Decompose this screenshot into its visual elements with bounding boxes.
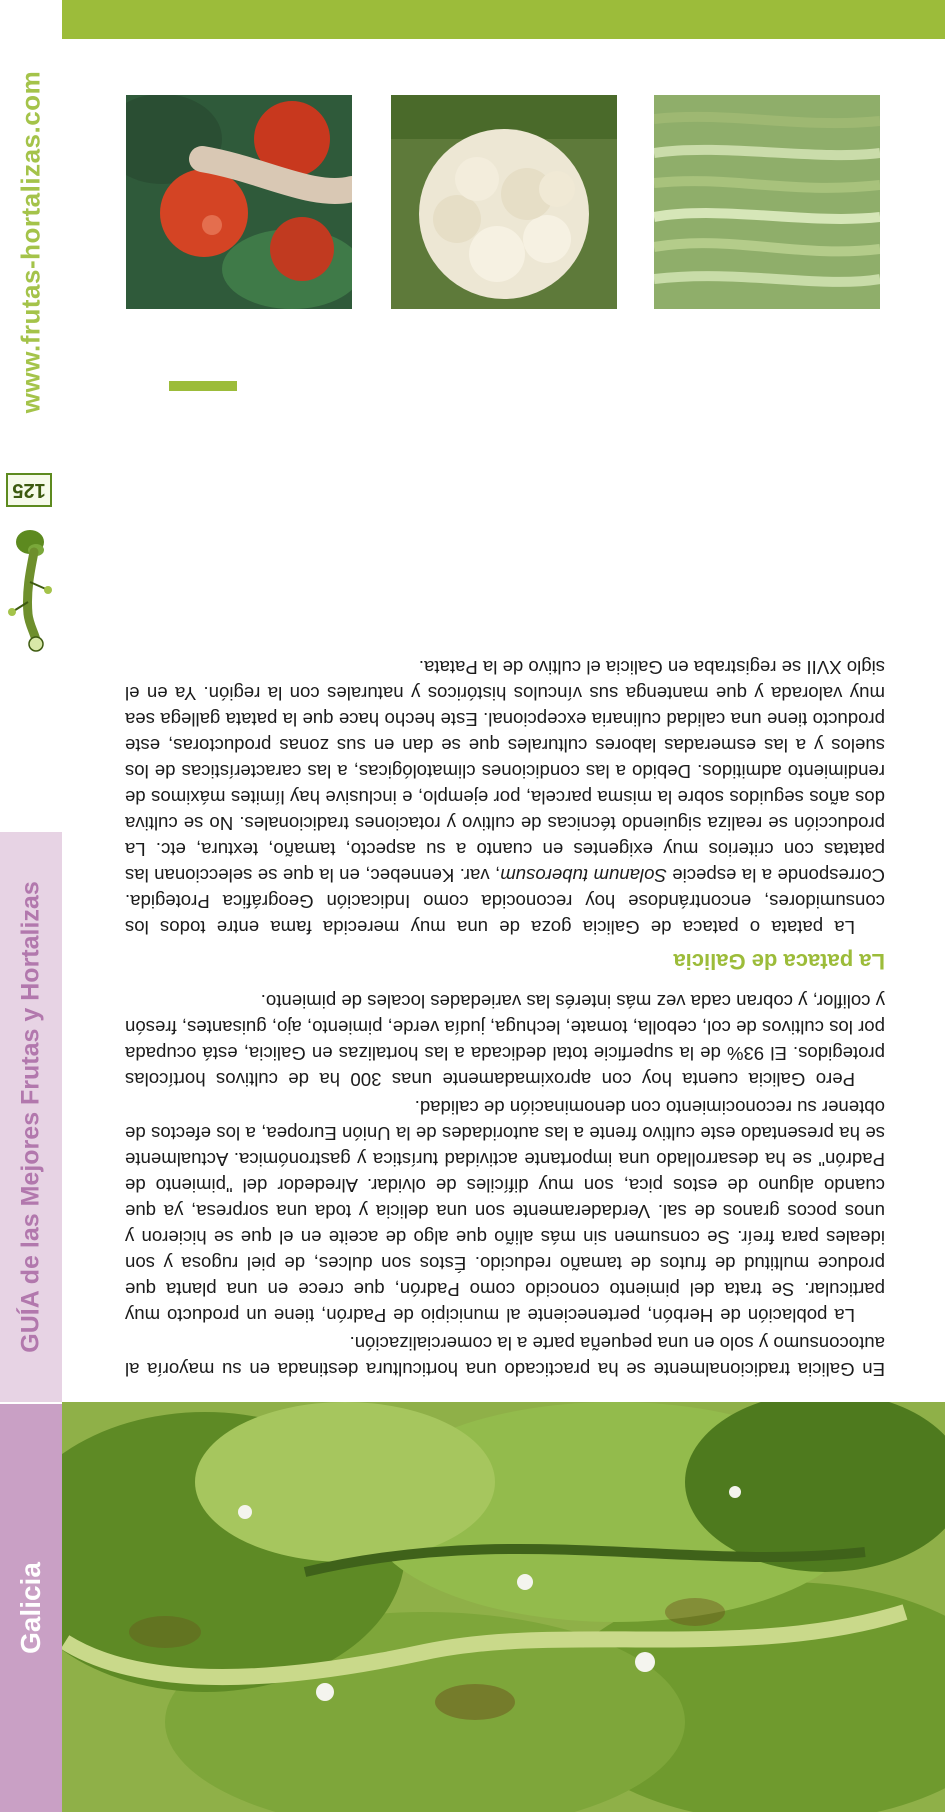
top-accent-bar — [0, 0, 945, 39]
padron-paragraph-1: La población de Herbón, perteneciente al municipio de Padrón, tiene un producto muy particular. Se trata del pimiento conocido como Padrón, que crece en una planta que produce multitud de frutos de tamaño reducido. Éstos son dulces, de piel rugosa y son ideales para freír. Se consumen sin más aliño que algo de aceite en el que se hicieron y unos pocos granos de sal. Verdaderamente son una delicia y toda una sorpresa, ya que cuando alguno de estos pica, son muy difíciles de olvidar. Alrededor del "pimiento de Padrón" se ha desarrollado una importante actividad turística y gastronómica. Actualmente se ha presentado este cultivo frente a las autoridades de la Unión Europea, a los efectos de obtener su reconocimiento con denominación de calidad. — [125, 1097, 885, 1326]
side-strip — [0, 0, 62, 1812]
potato-text-start: La patata o pataca de Galicia goza de una muy merecida fama entre todos los consumidores, encontrándose hoy reconocida como Indicación Geográfica Protegida. Corresponde a la especie — [125, 865, 885, 938]
region-tab — [0, 1404, 62, 1812]
cauliflower-photo — [391, 95, 617, 309]
padron-paragraph-2: Pero Galicia cuenta hoy con aproximadamente unas 300 ha de cultivos hortícolas protegidos. El 93% de la superficie total dedicada a las hortalizas en Galicia, está ocupada por los cultivos de col, cebolla, tomate, lechuga, judía verde, pimiento, ajo, guisantes, fresón y coliflor, y cobran cada vez más interés las variedades locales de pimiento. — [125, 991, 885, 1090]
website-tab — [0, 52, 62, 432]
page-number: 125 — [6, 473, 52, 507]
intro-paragraph: En Galicia tradicionalmente se ha practicado una horticultura destinada en su mayoría al autoconsumo y solo en una pequeña parte a la comercialización. — [125, 1333, 885, 1380]
decorative-green-line — [169, 381, 237, 391]
mascot-icon — [4, 522, 56, 662]
padron-peppers-photo — [62, 1402, 945, 1812]
guide-title: GUÍA de las Mejores Frutas y Hortalizas — [16, 881, 45, 1353]
green-beans-photo — [654, 95, 880, 309]
potato-species: Solanum tuberosum — [500, 865, 667, 886]
potato-paragraph — [125, 654, 885, 940]
website-link[interactable]: www.frutas-hortalizas.com — [15, 70, 46, 414]
tomatoes-photo — [126, 95, 352, 309]
region-label: Galicia — [15, 1562, 46, 1654]
potato-text-end: , var. Kennebec, en la que se seleccionan las patatas con criterios muy exigentes en cuanto a su aspecto, tamaño, textura, etc. La producción se realiza siguiendo técnicas de cultivo y rotaciones tradicionales. No se cultiva dos años seguidos sobre la misma parcela, por ejemplo, e inclusive hay límites máximos de rendimiento admitidos. Debido a las condiciones climatológicas, a las características de los suelos y a las esmeradas labores culturales que se dan en sus zonas productoras, este producto tiene una calidad culinaria excepcional. Este hecho hace que la patata gallega sea muy valorada y que mantenga sus vínculos históricos y naturales con la región. Ya en el siglo XVII se registraba en Galicia el cultivo de la Patata. — [124, 657, 885, 886]
guide-title-tab — [0, 832, 62, 1402]
potato-heading: La pataca de Galicia — [673, 949, 885, 974]
article-body — [125, 382, 885, 1382]
